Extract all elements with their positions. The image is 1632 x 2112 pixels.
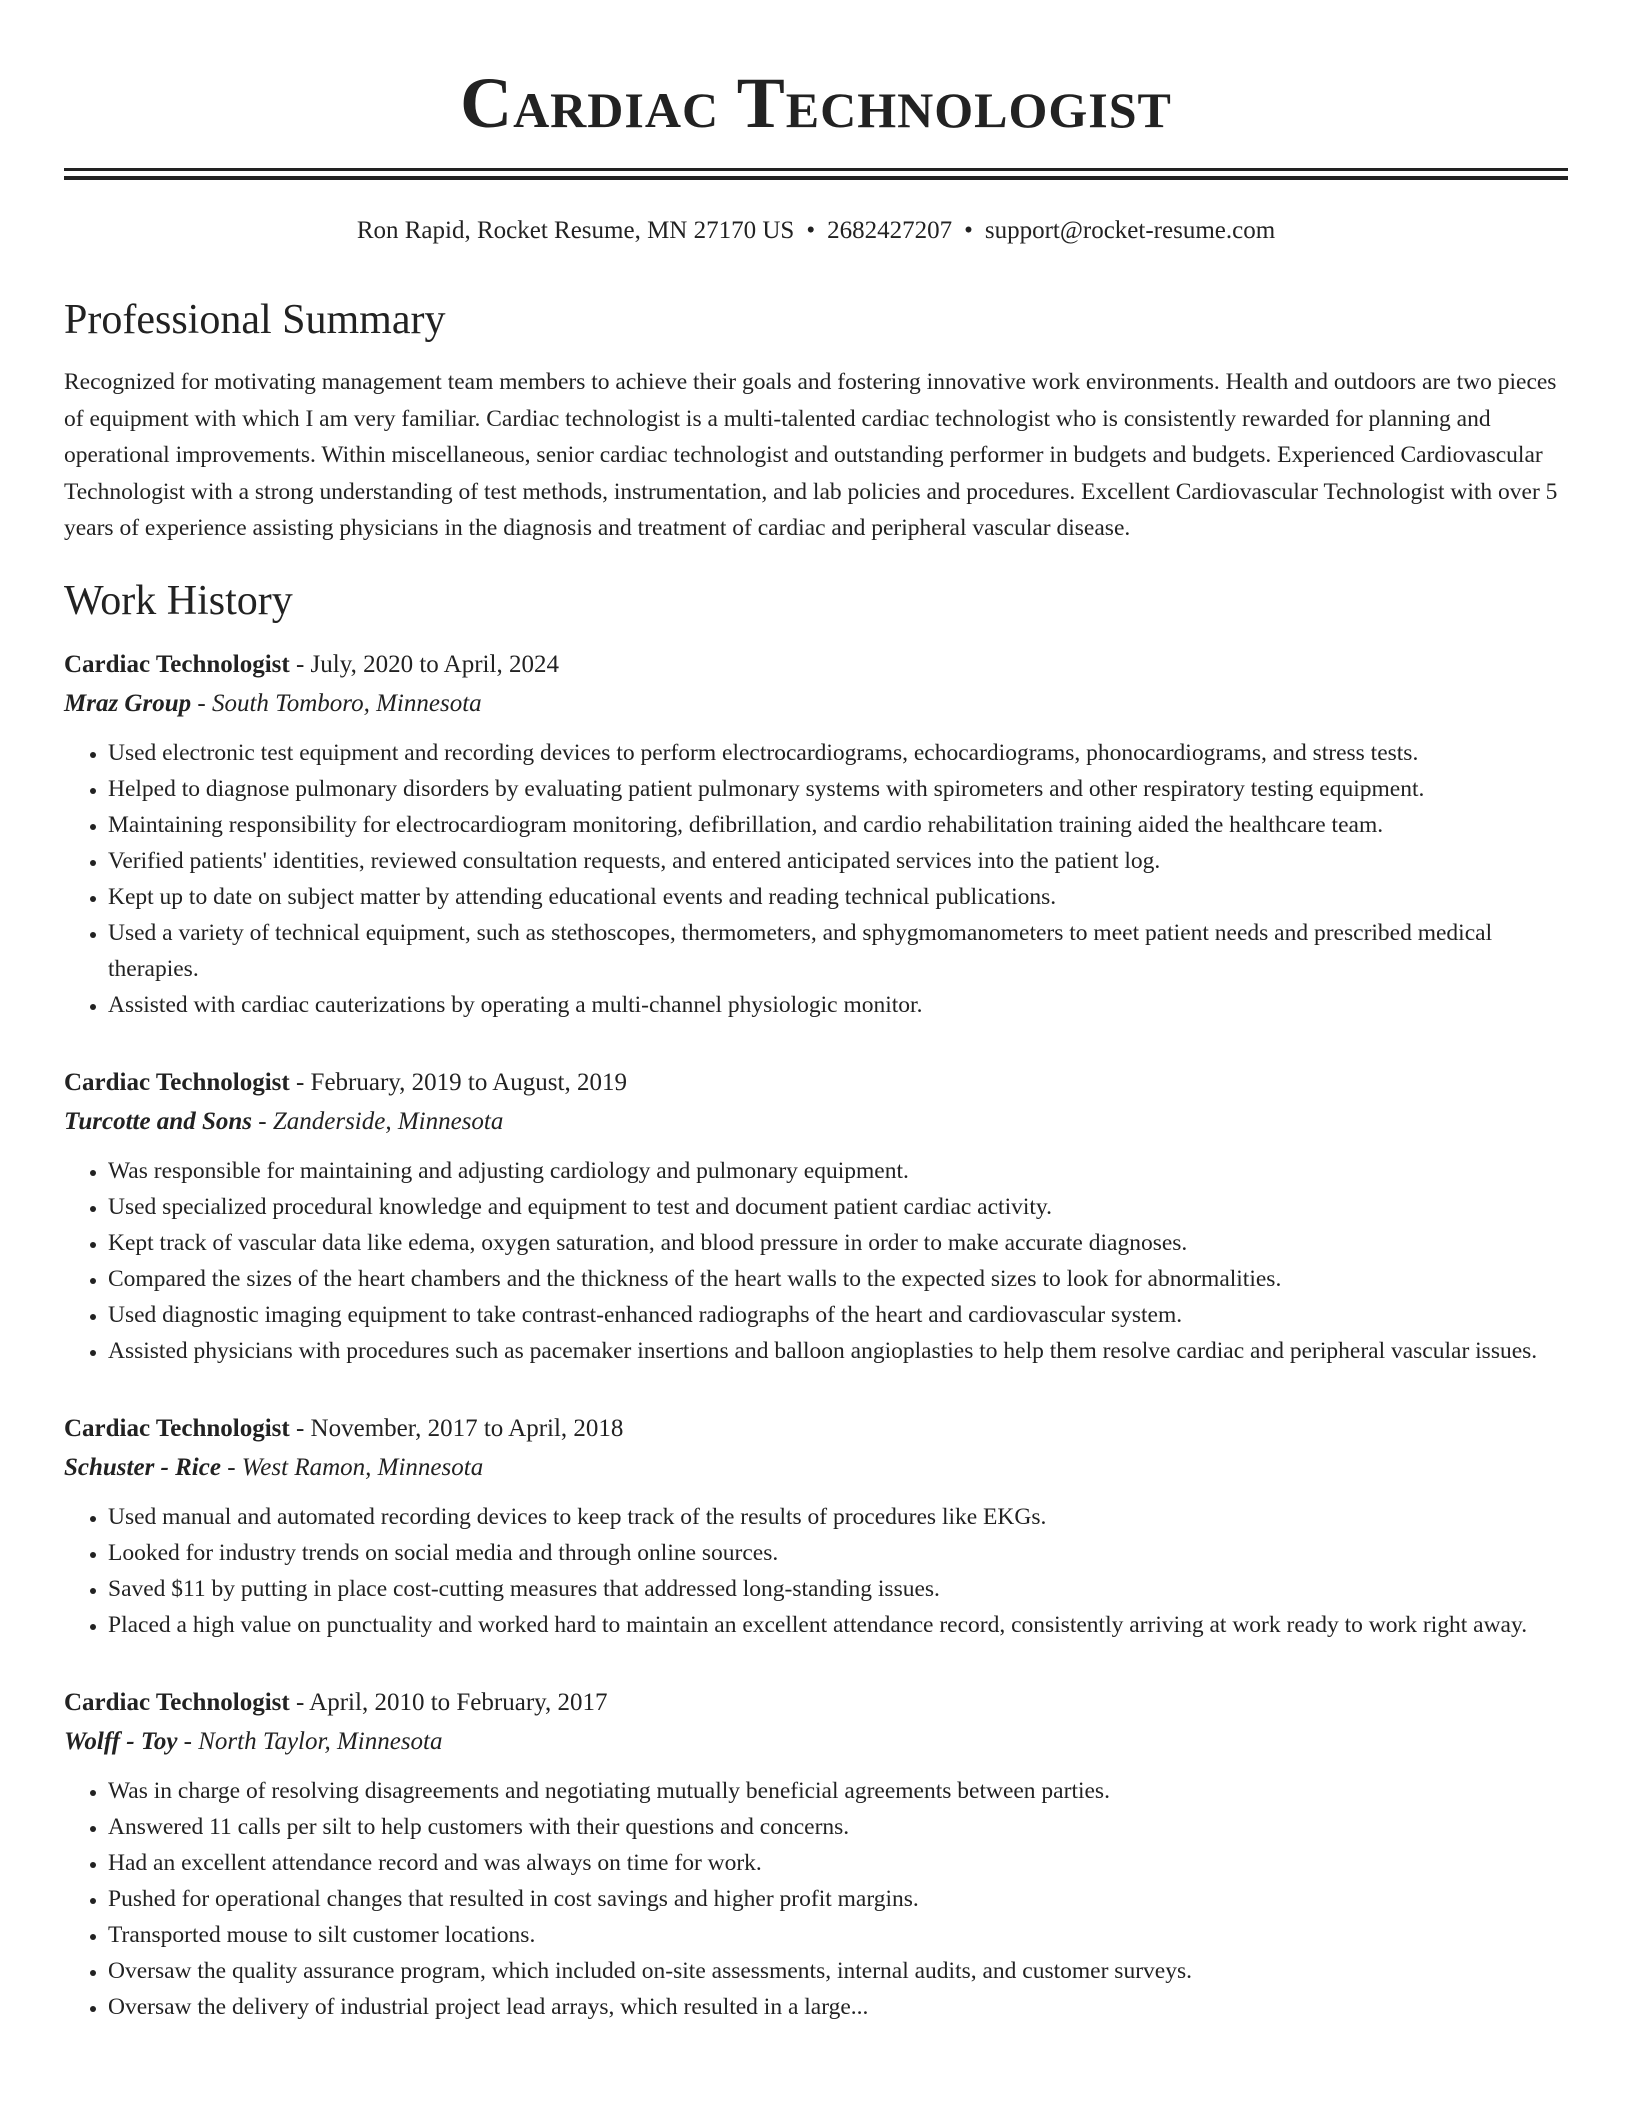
job-bullet: • Kept up to date on subject matter by attending educational events and reading technical publications.: [108, 879, 1568, 915]
job-bullet: • Had an excellent attendance record and was always on time for work.: [108, 1845, 1568, 1881]
job-title: Cardiac Technologist: [64, 1068, 290, 1096]
job-location: - West Ramon, Minnesota: [220, 1453, 484, 1481]
job-company: Mraz Group: [64, 689, 192, 717]
job-bullets: [64, 1773, 1568, 2025]
job-bullet: • Used electronic test equipment and recording devices to perform electrocardiograms, echocardiograms, phonocardiograms, and stress tests.: [108, 735, 1568, 771]
job-bullet: • Oversaw the quality assurance program, which included on-site assessments, internal audits, and customer surveys.: [108, 1953, 1568, 1989]
job-entry: [64, 645, 1568, 1023]
job-bullet: • Verified patients' identities, reviewed consultation requests, and entered anticipated services into the patient log.: [108, 843, 1568, 879]
job-dates: - November, 2017 to April, 2018: [289, 1414, 624, 1442]
job-bullets: [64, 1153, 1568, 1369]
job-location: - South Tomboro, Minnesota: [191, 689, 482, 717]
job-bullet: • Saved $11 by putting in place cost-cutting measures that addressed long-standing issues.: [108, 1571, 1568, 1607]
job-company: Schuster - Rice: [64, 1453, 221, 1481]
job-bullet: • Compared the sizes of the heart chambers and the thickness of the heart walls to the expected sizes to look for abnormalities.: [108, 1261, 1568, 1297]
job-company-line: [64, 1448, 1568, 1487]
job-bullet: • Was in charge of resolving disagreements and negotiating mutually beneficial agreements between parties.: [108, 1773, 1568, 1809]
summary-text: Recognized for motivating management team members to achieve their goals and fostering innovative work environments. Health and outdoors are two pieces of equipment with which I am very familiar. Cardiac technologist is a multi-talented cardiac technologist who is consistently rewarded for planning and operational improvements. Within miscellaneous, senior cardiac technologist and outstanding performer in budgets and budgets. Experienced Cardiovascular Technologist with a strong understanding of test methods, instrumentation, and lab policies and procedures. Excellent Cardiovascular Technologist with over 5 years of experience assisting physicians in the diagnosis and treatment of cardiac and peripheral vascular disease.: [64, 369, 1558, 541]
job-entry: [64, 1063, 1568, 1369]
job-bullet: • Assisted with cardiac cauterizations by operating a multi-channel physiologic monitor.: [108, 987, 1568, 1023]
job-company-line: [64, 684, 1568, 723]
job-bullet: • Used manual and automated recording devices to keep track of the results of procedures like EKGs.: [108, 1499, 1568, 1535]
job-dates: - July, 2020 to April, 2024: [289, 650, 559, 678]
job-company: Wolff - Toy: [64, 1727, 178, 1755]
job-bullet: • Transported mouse to silt customer locations.: [108, 1917, 1568, 1953]
job-bullet: • Used a variety of technical equipment, such as stethoscopes, thermometers, and sphygmomanometers to meet patient needs and prescribed medical therapies.: [108, 915, 1568, 987]
title-rule-top: [64, 168, 1568, 171]
job-bullet: • Used diagnostic imaging equipment to take contrast-enhanced radiographs of the heart and cardiovascular system.: [108, 1297, 1568, 1333]
job-bullet: • Kept track of vascular data like edema, oxygen saturation, and blood pressure in order to make accurate diagnoses.: [108, 1225, 1568, 1261]
job-header: [64, 1683, 1568, 1722]
summary-heading: Professional Summary: [64, 297, 446, 343]
job-header: [64, 1063, 1568, 1102]
job-location: - North Taylor, Minnesota: [177, 1727, 443, 1755]
contact-phone: 2682427207: [827, 217, 953, 244]
job-bullet: • Looked for industry trends on social media and through online sources.: [108, 1535, 1568, 1571]
contact-separator: •: [964, 217, 973, 244]
job-dates: - February, 2019 to August, 2019: [289, 1068, 627, 1096]
job-bullet: • Maintaining responsibility for electrocardiogram monitoring, defibrillation, and cardio rehabilitation training aided the healthcare team.: [108, 807, 1568, 843]
job-entry: [64, 1409, 1568, 1643]
contact-email: support@rocket-resume.com: [984, 217, 1276, 244]
job-bullet: • Oversaw the delivery of industrial project lead arrays, which resulted in a large...: [108, 1989, 1568, 2025]
work-history-heading: Work History: [64, 577, 293, 624]
job-bullets: [64, 735, 1568, 1023]
job-bullet: • Pushed for operational changes that resulted in cost savings and higher profit margins.: [108, 1881, 1568, 1917]
job-company-line: [64, 1102, 1568, 1141]
job-entry: [64, 1683, 1568, 2025]
contact-address: Ron Rapid, Rocket Resume, MN 27170 US: [356, 217, 795, 244]
job-bullet: • Was responsible for maintaining and adjusting cardiology and pulmonary equipment.: [108, 1153, 1568, 1189]
job-title: Cardiac Technologist: [64, 1414, 290, 1442]
job-company-line: [64, 1722, 1568, 1761]
job-title: Cardiac Technologist: [64, 1688, 290, 1716]
contact-separator: •: [806, 217, 816, 244]
resume-page: [64, 0, 1568, 2025]
job-bullet: • Assisted physicians with procedures such as pacemaker insertions and balloon angioplasties to help them resolve cardiac and peripheral vascular issues.: [108, 1333, 1568, 1369]
work-history-list: [64, 645, 1568, 2025]
job-bullet: • Answered 11 calls per silt to help customers with their questions and concerns.: [108, 1809, 1568, 1845]
title-rule-bottom: [64, 176, 1568, 180]
job-dates: - April, 2010 to February, 2017: [289, 1688, 608, 1716]
job-bullet: • Used specialized procedural knowledge and equipment to test and document patient cardiac activity.: [108, 1189, 1568, 1225]
job-company: Turcotte and Sons: [64, 1107, 253, 1135]
job-bullets: [64, 1499, 1568, 1643]
job-location: - Zanderside, Minnesota: [252, 1107, 504, 1135]
resume-title: Cardiac Technologist: [460, 63, 1172, 143]
job-header: [64, 1409, 1568, 1448]
job-bullet: • Placed a high value on punctuality and worked hard to maintain an excellent attendance record, consistently arriving at work ready to work right away.: [108, 1607, 1568, 1643]
contact-line: [64, 214, 1568, 248]
job-header: [64, 645, 1568, 684]
job-title: Cardiac Technologist: [64, 650, 290, 678]
job-bullet: • Helped to diagnose pulmonary disorders by evaluating patient pulmonary systems with spirometers and other respiratory testing equipment.: [108, 771, 1568, 807]
